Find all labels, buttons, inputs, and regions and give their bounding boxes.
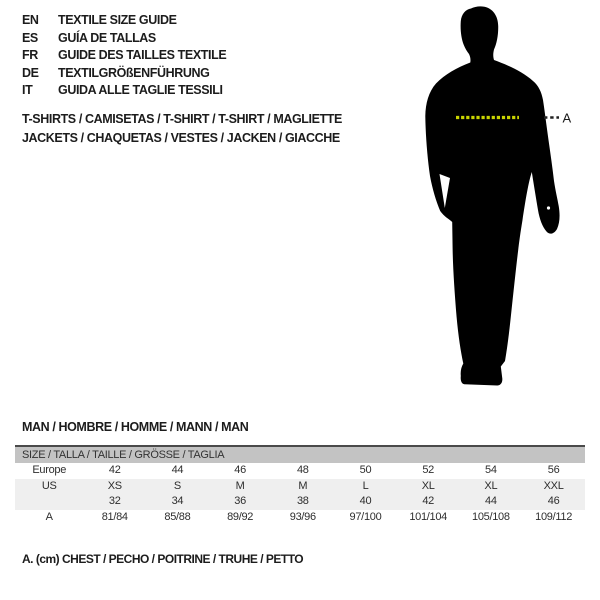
language-label: GUIDE DES TAILLES TEXTILE [58,48,227,63]
row-label: Europe [32,464,67,476]
size-value: 44 [460,494,523,510]
category-tshirts: T-SHIRTS / CAMISETAS / T-SHIRT / T-SHIRT / MAGLIETTE [22,112,342,126]
size-value: 101/104 [409,510,447,523]
language-row [22,65,226,83]
size-value: 105/108 [472,510,510,523]
size-value: 46 [234,464,246,476]
language-label: TEXTILGRÖßENFÜHRUNG [58,65,210,80]
size-value: XL [460,479,523,495]
size-value: 48 [296,464,309,476]
size-value: 56 [547,464,560,476]
size-table-body [15,463,585,525]
size-value: XS [83,479,146,495]
size-value: 93/96 [289,510,316,523]
language-code: ES [22,30,38,45]
section-title: MAN / HOMBRE / HOMME / MANN / MAN [22,420,249,434]
size-value: 34 [146,494,209,510]
table-row [15,463,585,479]
language-code: DE [22,65,39,80]
language-label: GUÍA DE TALLAS [58,30,156,45]
language-row [22,30,226,48]
table-row [15,510,585,526]
size-value: 52 [422,464,434,476]
size-value: 40 [334,494,397,510]
table-header-row [15,446,585,463]
size-table-wrap [15,445,585,525]
size-value: M [271,479,334,495]
footnote: A. (cm) CHEST / PECHO / POITRINE / TRUHE / PETTO [22,552,304,566]
size-value: 32 [83,494,146,510]
language-row [22,47,226,65]
size-value: 81/84 [101,510,128,523]
table-row [15,479,585,495]
size-value: L [334,479,397,495]
row-label: A [45,510,53,523]
size-value: 44 [171,464,184,476]
language-list [22,12,226,100]
man-silhouette [425,6,559,385]
size-table [15,445,585,525]
size-value: 85/88 [164,510,191,523]
language-label: GUIDA ALLE TAGLIE TESSILI [58,83,223,98]
category-jackets: JACKETS / CHAQUETAS / VESTES / JACKEN / GIACCHE [22,130,340,145]
size-value: 54 [485,464,497,476]
language-code: EN [22,13,39,27]
size-value: M [209,479,272,495]
size-value: 89/92 [227,510,254,523]
size-value: 97/100 [349,510,382,523]
size-value: 42 [397,494,460,510]
language-row [22,82,226,100]
table-row [15,494,585,510]
language-code: IT [22,83,33,98]
size-value: 36 [209,494,272,510]
language-code: FR [22,48,38,63]
size-value: S [146,479,209,495]
row-label [15,494,83,510]
size-value: 46 [522,494,585,510]
hand-pocket-gap [440,174,451,208]
language-row [22,12,226,30]
size-value: 50 [359,464,372,476]
size-value: 38 [271,494,334,510]
measure-label-a: A [562,110,572,126]
size-value: 42 [108,464,121,476]
size-value: XXL [522,479,585,495]
language-label: TEXTILE SIZE GUIDE [58,13,177,27]
size-value: XL [397,479,460,495]
row-label: US [15,479,83,495]
category-list [22,110,342,147]
table-header-label: SIZE / TALLA / TAILLE / GRÖSSE / TAGLIA [15,446,585,463]
thumb-gap [547,206,550,209]
size-value: 109/112 [535,510,573,523]
